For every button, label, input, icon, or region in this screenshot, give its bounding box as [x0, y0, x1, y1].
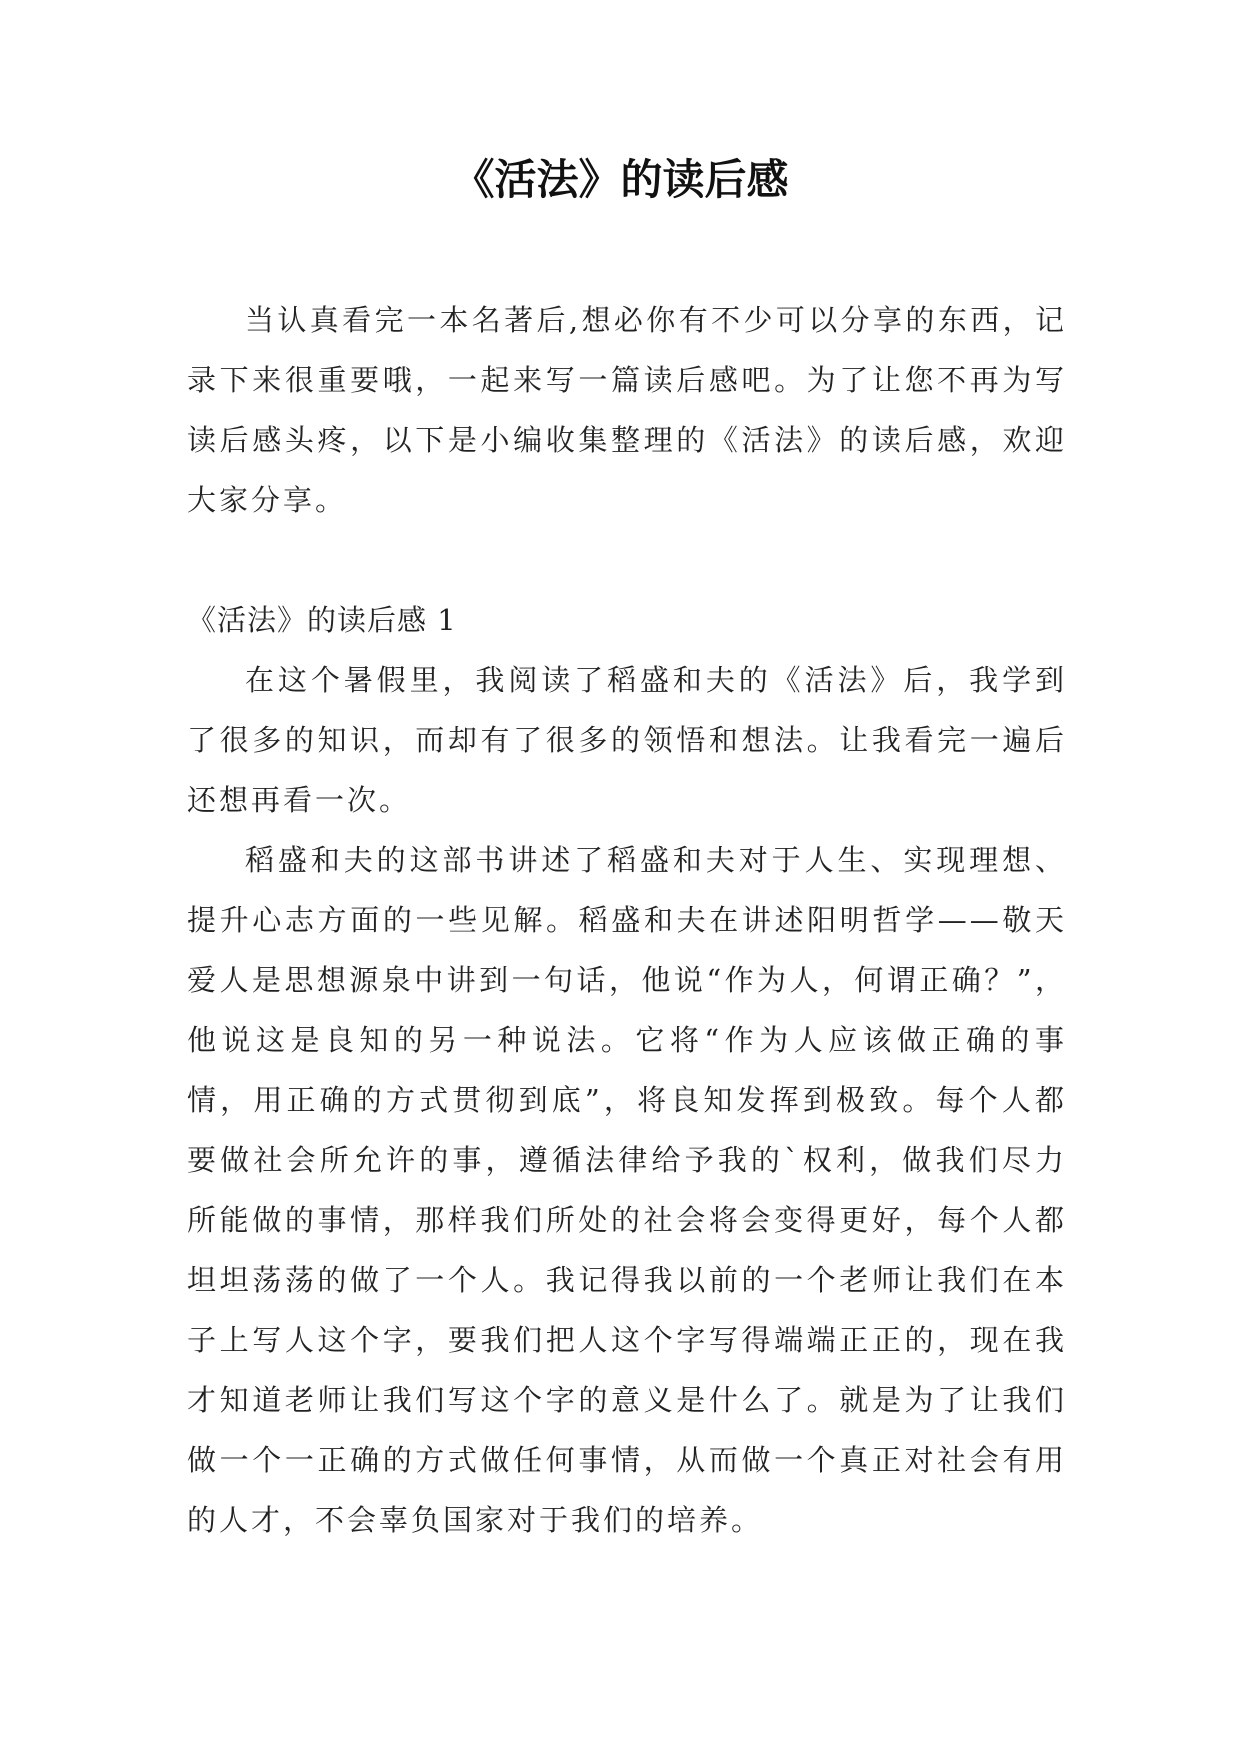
section-heading: 《活法》的读后感 1 [187, 603, 457, 637]
paragraph-spacer [187, 530, 1067, 590]
document-body [187, 290, 1067, 1550]
body-paragraph: 在这个暑假里，我阅读了稻盛和夫的《活法》后，我学到了很多的知识，而却有了很多的领悟和想法。让我看完一遍后还想再看一次。 [187, 663, 1067, 817]
document-title: 《活法》的读后感 [452, 155, 789, 204]
body-paragraph: 稻盛和夫的这部书讲述了稻盛和夫对于人生、实现理想、提升心志方面的一些见解。稻盛和夫在讲述阳明哲学——敬天爱人是思想源泉中讲到一句话，他说“作为人，何谓正确？”，他说这是良知的另一种说法。它将“作为人应该做正确的事情，用正确的方式贯彻到底”，将良知发挥到极致。每个人都要做社会所允许的事，遵循法律给予我的`权利，做我们尽力所能做的事情，那样我们所处的社会将会变得更好，每个人都坦坦荡荡的做了一个人。我记得我以前的一个老师让我们在本子上写人这个字，要我们把人这个字写得端端正正的，现在我才知道老师让我们写这个字的意义是什么了。就是为了让我们做一个一正确的方式做任何事情，从而做一个真正对社会有用的人才，不会辜负国家对于我们的培养。 [187, 843, 1067, 1537]
intro-paragraph: 当认真看完一本名著后,想必你有不少可以分享的东西，记录下来很重要哦，一起来写一篇读后感吧。为了让您不再为写读后感头疼，以下是小编收集整理的《活法》的读后感，欢迎大家分享。 [187, 303, 1067, 517]
